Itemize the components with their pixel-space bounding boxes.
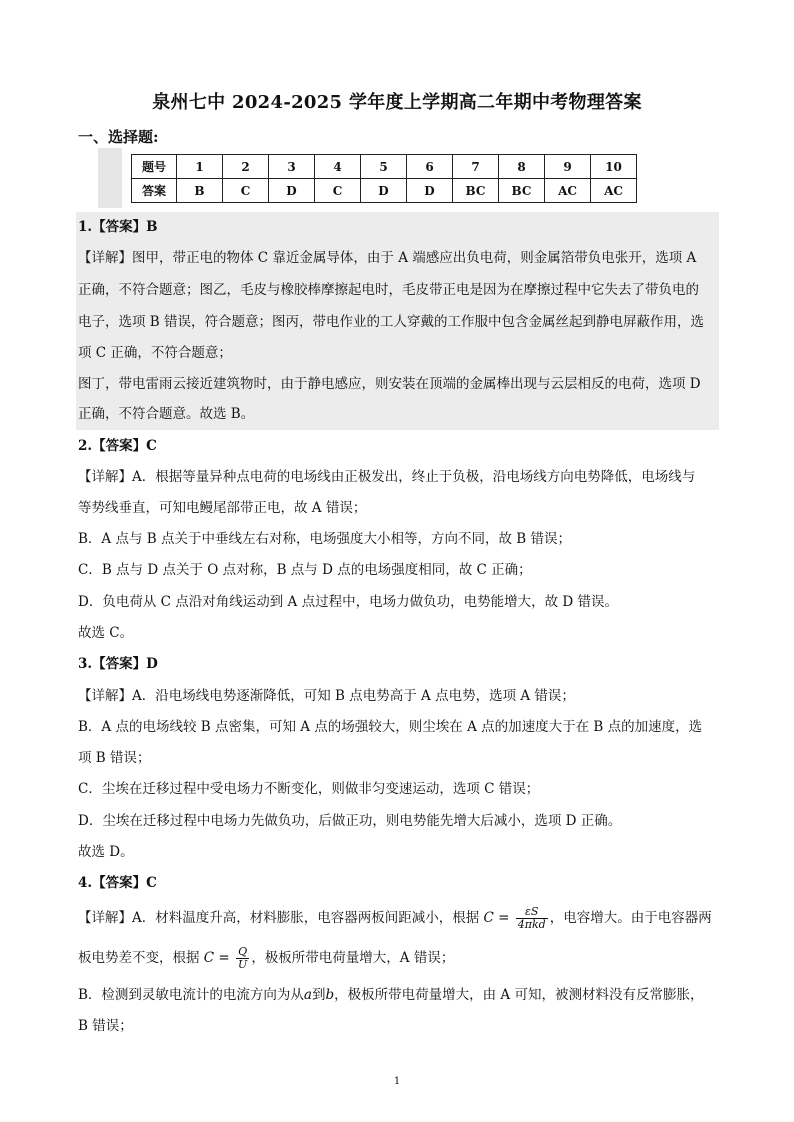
text-line bbox=[78, 985, 703, 1005]
text-line: 正确，不符合题意。故选 B。 bbox=[78, 406, 255, 422]
text-segment: 到 bbox=[311, 987, 326, 1003]
text-segment: 【详解】A．材料温度升高，材料膨胀，电容器两板间距减小，根据 bbox=[78, 910, 480, 926]
text-line: 【详解】A．根据等量异种点电荷的电场线由正极发出，终止于负极，沿电场线方向电势降低，电场线与 bbox=[78, 469, 696, 485]
table-cell: 9 bbox=[545, 155, 591, 179]
table-cell: 2 bbox=[223, 155, 269, 179]
table-header-cell: 答案 bbox=[132, 179, 177, 203]
table-cell: AC bbox=[545, 179, 591, 203]
text-line: B 错误； bbox=[78, 1018, 133, 1034]
section-heading: 一、选择题: bbox=[78, 128, 159, 146]
table-cell: B bbox=[177, 179, 223, 203]
text-segment: ，极板所带电荷量增大，由 A 可知，被测材料没有反常膨胀， bbox=[334, 987, 704, 1003]
text-line: 电子，选项 B 错误，符合题意；图丙，带电作业的工人穿戴的工作服中包含金属丝起到静电屏蔽作用，选 bbox=[78, 314, 705, 330]
table-cell: 5 bbox=[361, 155, 407, 179]
text-line: 【详解】A．沿电场线电势逐渐降低，可知 B 点电势高于 A 点电势，选项 A 错误； bbox=[78, 688, 575, 704]
text-segment: ，极板所带电荷量增大，A 错误； bbox=[251, 950, 455, 966]
answer-table bbox=[131, 154, 637, 203]
text-segment: B．检测到灵敏电流计的电流方向为从 bbox=[78, 987, 304, 1003]
formula-denominator: U bbox=[238, 958, 248, 971]
table-cell: 7 bbox=[453, 155, 499, 179]
text-line: 等势线垂直，可知电鳗尾部带正电，故 A 错误； bbox=[78, 500, 367, 516]
answer-heading-q2: 2.【答案】C bbox=[78, 438, 157, 454]
text-line: 故选 D。 bbox=[78, 844, 134, 860]
text-line: B．A 点与 B 点关于中垂线左右对称，电场强度大小相等，方向不同，故 B 错误； bbox=[78, 531, 571, 547]
table-cell: 6 bbox=[407, 155, 453, 179]
page-number: 1 bbox=[393, 1076, 401, 1087]
table-cell: AC bbox=[591, 179, 637, 203]
text-line: 故选 C。 bbox=[78, 625, 134, 641]
table-cell: BC bbox=[499, 179, 545, 203]
formula-denominator: 4πkd bbox=[517, 918, 546, 931]
table-row-answers bbox=[132, 179, 637, 203]
charge-formula bbox=[236, 946, 249, 971]
answer-heading-q4: 4.【答案】C bbox=[78, 875, 157, 891]
text-line: B．A 点的电场线较 B 点密集，可知 A 点的场强较大，则尘埃在 A 点的加速度大于在 B 点的加速度，选 bbox=[78, 719, 703, 735]
formula-lhs: C = bbox=[203, 950, 230, 966]
formula-lhs: C = bbox=[483, 910, 510, 926]
text-line: D．尘埃在迁移过程中电场力先做负功，后做正功，则电势能先增大后减小，选项 D 正确。 bbox=[78, 813, 622, 829]
formula-numerator: εS bbox=[516, 906, 548, 919]
text-segment: 板电势差不变，根据 bbox=[78, 950, 200, 966]
variable: b bbox=[325, 987, 335, 1003]
text-line: 【详解】图甲，带正电的物体 C 靠近金属导体，由于 A 端感应出负电荷，则金属箔带负电张开，选项 A bbox=[78, 250, 697, 266]
table-cell: D bbox=[269, 179, 315, 203]
table-cell: 1 bbox=[177, 155, 223, 179]
table-cell: D bbox=[407, 179, 453, 203]
table-header-cell: 题号 bbox=[132, 155, 177, 179]
table-cell: C bbox=[223, 179, 269, 203]
text-line: 项 C 正确，不符合题意； bbox=[78, 345, 232, 361]
table-cell: 4 bbox=[315, 155, 361, 179]
table-cell: 8 bbox=[499, 155, 545, 179]
text-line: C．B 点与 D 点关于 O 点对称，B 点与 D 点的电场强度相同，故 C 正确； bbox=[78, 562, 532, 578]
text-line: 项 B 错误； bbox=[78, 750, 151, 766]
answer-heading-q3: 3.【答案】D bbox=[78, 656, 158, 672]
table-row-numbers bbox=[132, 155, 637, 179]
table-cell: 3 bbox=[269, 155, 315, 179]
text-line: 正确，不符合题意；图乙，毛皮与橡胶棒摩擦起电时，毛皮带正电是因为在摩擦过程中它失去了带负电的 bbox=[78, 282, 699, 298]
text-segment: ，电容增大。由于电容器两 bbox=[549, 910, 712, 926]
page-title: 泉州七中 2024-2025 学年度上学期高二年期中考物理答案 bbox=[152, 92, 642, 113]
capacitance-formula bbox=[516, 906, 548, 931]
table-cell: C bbox=[315, 179, 361, 203]
answer-heading-q1: 1.【答案】B bbox=[78, 219, 158, 235]
text-line-with-formula bbox=[78, 906, 712, 931]
text-line: 图丁，带电雷雨云接近建筑物时，由于静电感应，则安装在顶端的金属棒出现与云层相反的电荷，选项 D bbox=[78, 376, 701, 392]
variable: a bbox=[303, 987, 312, 1003]
table-shade bbox=[98, 148, 122, 208]
table-cell: BC bbox=[453, 179, 499, 203]
text-line-with-formula bbox=[78, 946, 454, 971]
text-line: D．负电荷从 C 点沿对角线运动到 A 点过程中，电场力做负功，电势能增大，故 D 错误。 bbox=[78, 594, 618, 610]
table-cell: 10 bbox=[591, 155, 637, 179]
formula-numerator: Q bbox=[236, 946, 249, 959]
table-cell: D bbox=[361, 179, 407, 203]
text-line: C．尘埃在迁移过程中受电场力不断变化，则做非匀变速运动，选项 C 错误； bbox=[78, 781, 540, 797]
